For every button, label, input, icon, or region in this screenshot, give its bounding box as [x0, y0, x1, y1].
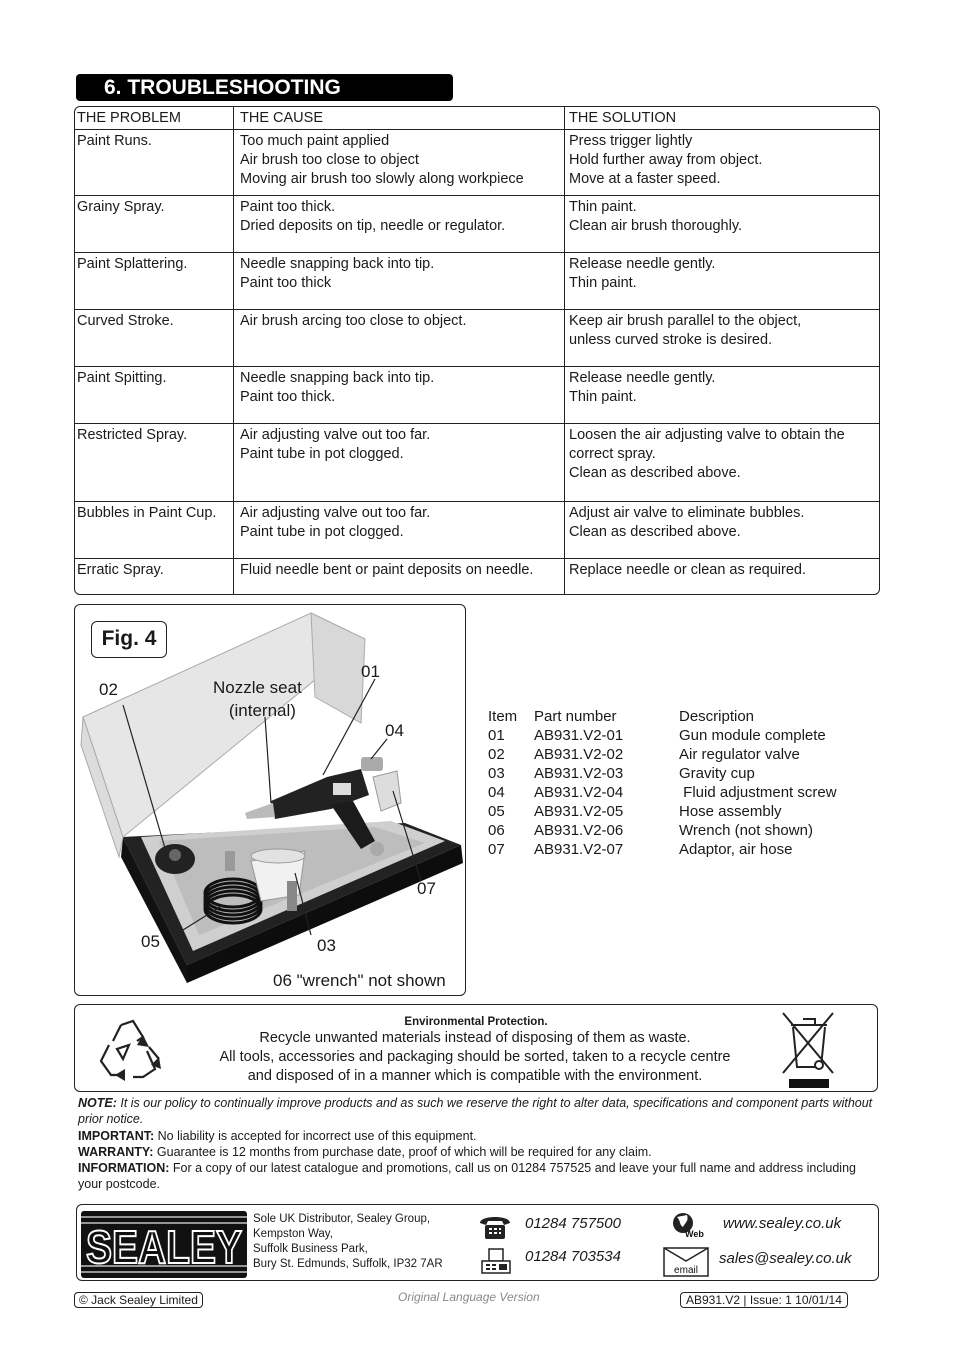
- cell-line: Clean as described above.: [569, 465, 741, 481]
- table-cell: [565, 310, 879, 366]
- important-label: IMPORTANT:: [78, 1128, 155, 1143]
- parts-cell: 01: [488, 727, 505, 744]
- table-cell: [565, 196, 879, 252]
- information-label: INFORMATION:: [78, 1161, 170, 1176]
- address-line: Suffolk Business Park,: [253, 1243, 368, 1255]
- cell-line: Fluid needle bent or paint deposits on needle.: [240, 562, 534, 578]
- wrench-note: 06 "wrench" not shown: [273, 971, 446, 990]
- environment-line: Recycle unwanted materials instead of disposing of them as waste.: [259, 1030, 691, 1046]
- warranty-line: [78, 1144, 880, 1160]
- warranty-text: Guarantee is 12 months from purchase date, proof of which will be required for any claim.: [153, 1144, 652, 1159]
- cell-line: Move at a faster speed.: [569, 171, 721, 187]
- parts-row: [488, 764, 837, 783]
- environment-line: All tools, accessories and packaging should be sorted, taken to a recycle centre: [219, 1049, 731, 1065]
- email-icon-label: email: [674, 1265, 698, 1276]
- information-text: For a copy of our latest catalogue and promotions, call us on 01284 757525 and leave your full name and address including your postcode.: [78, 1161, 856, 1192]
- parts-cell: 03: [488, 765, 505, 782]
- issue-tag: AB931.V2 | Issue: 1 10/01/14: [680, 1292, 848, 1308]
- cell-line: Keep air brush parallel to the object,: [569, 313, 802, 329]
- table-cell: [565, 559, 879, 594]
- notes-block: [78, 1095, 880, 1193]
- callout-05: 05: [141, 932, 160, 951]
- cell-line: Air adjusting valve out too far.: [240, 427, 431, 443]
- parts-cell: 06: [488, 822, 505, 839]
- parts-cell: Fluid adjustment screw: [679, 784, 837, 801]
- cell-line: Bubbles in Paint Cup.: [77, 505, 217, 521]
- email-link[interactable]: sales@sealey.co.uk: [719, 1250, 852, 1267]
- cell-line: Paint Spitting.: [77, 370, 167, 386]
- cell-line: Restricted Spray.: [77, 427, 188, 443]
- sealey-logo-graphic: [81, 1211, 247, 1278]
- parts-cell: Part number: [534, 708, 617, 725]
- website-link[interactable]: www.sealey.co.uk: [723, 1215, 842, 1232]
- callout-04: 04: [385, 721, 404, 740]
- parts-cell: 02: [488, 746, 505, 763]
- callout-02: 02: [99, 680, 118, 699]
- note-line: [78, 1095, 880, 1128]
- cell-line: Hold further away from object.: [569, 152, 763, 168]
- cell-line: Clean as described above.: [569, 524, 741, 540]
- parts-list: [488, 707, 837, 859]
- cell-line: Moving air brush too slowly along workpiece: [240, 171, 524, 187]
- cell-line: Press trigger lightly: [569, 133, 693, 149]
- copyright-tag: © Jack Sealey Limited: [74, 1292, 203, 1308]
- table-header-row: [75, 107, 879, 129]
- table-cell: [565, 253, 879, 309]
- cell-line: correct spray.: [569, 446, 656, 462]
- cell-line: Paint tube in pot clogged.: [240, 446, 404, 462]
- cell-line: Air adjusting valve out too far.: [240, 505, 431, 521]
- parts-header-row: [488, 707, 837, 726]
- cell-line: Air brush arcing too close to object.: [240, 313, 467, 329]
- cell-line: Clean air brush thoroughly.: [569, 218, 743, 234]
- table-row: [75, 252, 879, 309]
- parts-cell: Gun module complete: [679, 727, 826, 744]
- parts-row: [488, 745, 837, 764]
- table-cell: [565, 502, 879, 558]
- figure-label: Fig. 4: [91, 621, 167, 658]
- parts-cell: AB931.V2-07: [534, 841, 624, 858]
- callout-nozzle-line1: Nozzle seat: [213, 678, 302, 697]
- cell-line: Replace needle or clean as required.: [569, 562, 806, 578]
- web-globe-icon: [671, 1211, 707, 1239]
- cell-line: Paint too thick.: [240, 389, 336, 405]
- parts-cell: Hose assembly: [679, 803, 782, 820]
- note-label: NOTE:: [78, 1096, 117, 1110]
- troubleshooting-table: [74, 106, 880, 595]
- table-cell: [75, 130, 234, 195]
- table-cell: [75, 424, 234, 501]
- table-cell: [234, 253, 565, 309]
- parts-cell: Wrench (not shown): [679, 822, 813, 839]
- callout-03: 03: [317, 936, 336, 955]
- parts-row: [488, 802, 837, 821]
- cell-line: Needle snapping back into tip.: [240, 370, 435, 386]
- cell-line: Release needle gently.: [569, 370, 716, 386]
- cell-line: Paint tube in pot clogged.: [240, 524, 404, 540]
- callout-01: 01: [361, 662, 380, 681]
- cell-line: Loosen the air adjusting valve to obtain the: [569, 427, 845, 443]
- figure-box: [74, 604, 466, 996]
- cell-line: Adjust air valve to eliminate bubbles.: [569, 505, 805, 521]
- cell-line: Release needle gently.: [569, 256, 716, 272]
- web-icon-label: Web: [685, 1229, 704, 1239]
- table-cell: [75, 196, 234, 252]
- parts-cell: Item: [488, 708, 518, 725]
- parts-cell: Air regulator valve: [679, 746, 800, 763]
- parts-row: [488, 783, 837, 802]
- cell-line: Thin paint.: [569, 389, 637, 405]
- table-cell: [234, 559, 565, 594]
- crossed-wheelie-bin-icon: [779, 1009, 839, 1089]
- table-header-cell: THE PROBLEM: [75, 107, 234, 129]
- cell-line: Thin paint.: [569, 199, 637, 215]
- table-cell: [565, 367, 879, 423]
- distributor-address: [253, 1212, 443, 1272]
- environment-text: [185, 1029, 765, 1086]
- environmental-protection-box: [74, 1004, 878, 1092]
- important-text: No liability is accepted for incorrect use of this equipment.: [154, 1128, 477, 1143]
- table-cell: [234, 367, 565, 423]
- table-row: [75, 501, 879, 558]
- callout-nozzle-line2: (internal): [228, 701, 296, 720]
- cell-line: unless curved stroke is desired.: [569, 332, 773, 348]
- table-cell: [75, 367, 234, 423]
- parts-cell: AB931.V2-04: [534, 784, 624, 801]
- table-row: [75, 195, 879, 252]
- parts-cell: Description: [679, 708, 755, 725]
- parts-cell: AB931.V2-01: [534, 727, 624, 744]
- cell-line: Paint too thick.: [240, 199, 336, 215]
- cell-line: Erratic Spray.: [77, 562, 164, 578]
- section-title: 6. TROUBLESHOOTING: [76, 74, 453, 101]
- table-cell: [565, 130, 879, 195]
- parts-cell: AB931.V2-06: [534, 822, 624, 839]
- cell-line: Grainy Spray.: [77, 199, 165, 215]
- logo-text: SEALEY: [86, 1221, 242, 1273]
- parts-row: [488, 821, 837, 840]
- table-cell: [234, 310, 565, 366]
- table-row: [75, 129, 879, 195]
- parts-cell: 04: [488, 784, 505, 801]
- table-cell: [234, 130, 565, 195]
- environment-title: Environmental Protection.: [404, 1016, 548, 1028]
- table-cell: [75, 502, 234, 558]
- telephone-icon: [477, 1213, 513, 1241]
- fax-icon: [479, 1247, 513, 1277]
- environment-line: and disposed of in a manner which is compatible with the environment.: [247, 1068, 703, 1084]
- sealey-logo: [81, 1211, 247, 1278]
- table-header-cell: THE SOLUTION: [569, 110, 677, 126]
- table-cell: [75, 310, 234, 366]
- cell-line: Air brush too close to object: [240, 152, 419, 168]
- table-row: [75, 309, 879, 366]
- table-cell: [75, 253, 234, 309]
- address-line: Kempston Way,: [253, 1228, 333, 1240]
- airbrush-kit-illustration: [75, 605, 467, 997]
- warranty-label: WARRANTY:: [78, 1144, 154, 1159]
- parts-cell: Adaptor, air hose: [679, 841, 793, 858]
- cell-line: Paint Splattering.: [77, 256, 188, 272]
- fax-number[interactable]: 01284 703534: [525, 1248, 621, 1265]
- table-row: [75, 423, 879, 501]
- note-text: It is our policy to continually improve products and as such we reserve the right to alter data, specifications and component parts without prior notice.: [78, 1096, 873, 1127]
- cell-line: Paint too thick: [240, 275, 332, 291]
- parts-cell: AB931.V2-05: [534, 803, 624, 820]
- parts-cell: AB931.V2-02: [534, 746, 624, 763]
- callout-07: 07: [417, 879, 436, 898]
- footer-contact-box: [76, 1204, 879, 1281]
- table-cell: [565, 424, 879, 501]
- cell-line: Needle snapping back into tip.: [240, 256, 435, 272]
- cell-line: Paint Runs.: [77, 133, 152, 149]
- information-line: [78, 1160, 880, 1193]
- cell-line: Dried deposits on tip, needle or regulator.: [240, 218, 506, 234]
- callout-nozzle-seat: [213, 676, 302, 722]
- parts-row: [488, 840, 837, 859]
- cell-line: Thin paint.: [569, 275, 637, 291]
- table-row: [75, 366, 879, 423]
- address-line: Bury St. Edmunds, Suffolk, IP32 7AR: [253, 1258, 443, 1270]
- table-cell: [234, 196, 565, 252]
- address-line: Sole UK Distributor, Sealey Group,: [253, 1213, 431, 1225]
- important-line: [78, 1128, 880, 1144]
- parts-cell: 07: [488, 841, 505, 858]
- language-version: Original Language Version: [398, 1290, 540, 1304]
- table-header-cell: THE CAUSE: [234, 107, 565, 129]
- parts-cell: Gravity cup: [679, 765, 755, 782]
- cell-line: Curved Stroke.: [77, 313, 174, 329]
- parts-cell: AB931.V2-03: [534, 765, 624, 782]
- parts-row: [488, 726, 837, 745]
- table-row: [75, 558, 879, 594]
- table-cell: [75, 559, 234, 594]
- phone-number[interactable]: 01284 757500: [525, 1215, 621, 1232]
- table-cell: [234, 502, 565, 558]
- email-envelope-icon: [663, 1247, 709, 1277]
- parts-cell: 05: [488, 803, 505, 820]
- cell-line: Too much paint applied: [240, 133, 390, 149]
- table-cell: [234, 424, 565, 501]
